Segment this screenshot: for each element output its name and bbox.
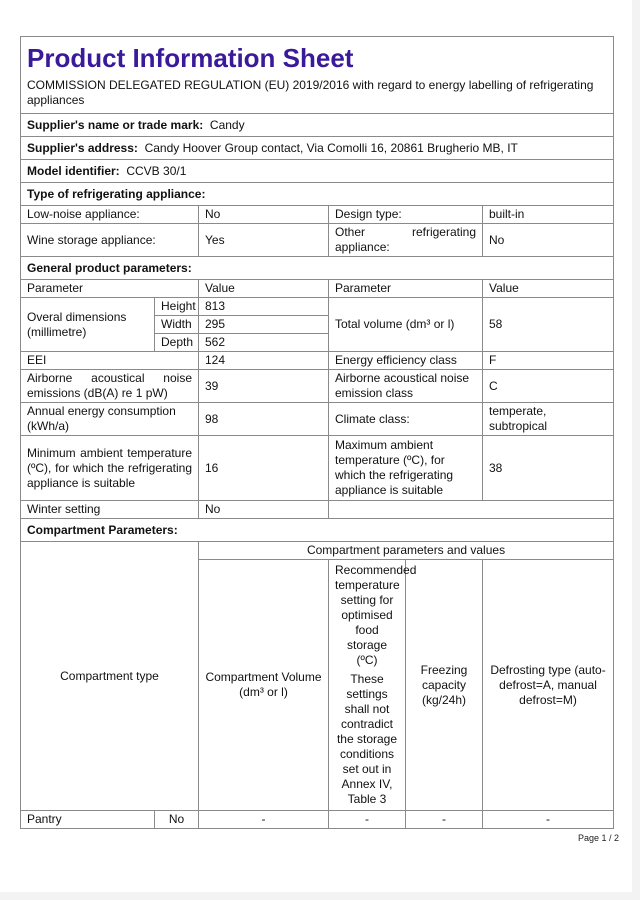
max-temperature-value: 38 — [483, 436, 614, 501]
noise-class-value: C — [483, 370, 614, 403]
winter-setting-label: Winter setting — [21, 501, 199, 519]
climate-class-label: Climate class: — [329, 403, 483, 436]
freezing-capacity-header: Freezing capacity (kg/24h) — [406, 560, 483, 811]
low-noise-label: Low-noise appliance: — [21, 206, 199, 224]
low-noise-value: No — [199, 206, 329, 224]
supplier-label: Supplier's name or trade mark: — [27, 117, 204, 132]
recommended-temperature-text: Recommended temperature setting for optimised food storage (ºC) — [335, 563, 417, 667]
general-header-parameter-2: Parameter — [329, 280, 483, 298]
general-header-parameter: Parameter — [21, 280, 199, 298]
compartment-defrost-value: - — [483, 811, 614, 829]
width-label: Width — [155, 316, 199, 334]
compartment-freezing-value: - — [406, 811, 483, 829]
eei-label: EEI — [21, 352, 199, 370]
compartment-heading: Compartment Parameters: — [21, 519, 614, 542]
total-volume-label: Total volume (dm³ or l) — [329, 298, 483, 352]
supplier-value: Candy — [209, 117, 245, 132]
product-information-table — [20, 36, 614, 829]
regulation-text: COMMISSION DELEGATED REGULATION (EU) 2019/2016 with regard to energy labelling of refrigerating appliances — [27, 78, 594, 107]
type-heading: Type of refrigerating appliance: — [21, 183, 614, 206]
min-temperature-value: 16 — [199, 436, 329, 501]
height-label: Height — [155, 298, 199, 316]
general-header-value: Value — [199, 280, 329, 298]
wine-storage-label: Wine storage appliance: — [21, 224, 199, 257]
eei-value: 124 — [199, 352, 329, 370]
page-number: Page 1 / 2 — [578, 833, 620, 843]
dimensions-label: Overal dimensions (millimetre) — [21, 298, 155, 352]
compartment-group-header: Compartment parameters and values — [199, 542, 614, 560]
energy-class-value: F — [483, 352, 614, 370]
noise-emissions-value: 39 — [199, 370, 329, 403]
defrosting-type-header: Defrosting type (auto-defrost=A, manual defrost=M) — [483, 560, 614, 811]
total-volume-value: 58 — [483, 298, 614, 352]
compartment-present-value: No — [155, 811, 199, 829]
climate-class-value: temperate, subtropical — [483, 403, 614, 436]
max-temperature-label: Maximum ambient temperature (ºC), for which the refrigerating appliance is suitable — [329, 436, 483, 501]
compartment-volume-value: - — [199, 811, 329, 829]
temperature-note-text: These settings shall not contradict the storage conditions set out in Annex IV, Table 3 — [336, 672, 398, 806]
winter-setting-value: No — [199, 501, 329, 519]
address-row — [21, 137, 614, 160]
address-value: Candy Hoover Group contact, Via Comolli 16, 20861 Brugherio MB, IT — [144, 140, 518, 155]
width-value: 295 — [199, 316, 329, 334]
model-row — [21, 160, 614, 183]
energy-class-label: Energy efficiency class — [329, 352, 483, 370]
height-value: 813 — [199, 298, 329, 316]
model-label: Model identifier: — [27, 163, 120, 178]
annual-energy-value: 98 — [199, 403, 329, 436]
compartment-type-value: Pantry — [21, 811, 155, 829]
compartment-type-header: Compartment type — [21, 542, 199, 811]
other-appliance-value: No — [483, 224, 614, 257]
wine-storage-value: Yes — [199, 224, 329, 257]
empty-cell — [329, 501, 614, 519]
compartment-temperature-value: - — [329, 811, 406, 829]
annual-energy-label: Annual energy consumption (kWh/a) — [21, 403, 199, 436]
address-label: Supplier's address: — [27, 140, 138, 155]
depth-value: 562 — [199, 334, 329, 352]
design-type-label: Design type: — [329, 206, 483, 224]
other-appliance-label: Other refrigerating appliance: — [329, 224, 483, 257]
table-row — [21, 811, 614, 829]
depth-label: Depth — [155, 334, 199, 352]
min-temperature-label: Minimum ambient temperature (ºC), for which the refrigerating appliance is suitable — [21, 436, 199, 501]
compartment-volume-header: Compartment Volume (dm³ or l) — [199, 560, 329, 811]
noise-emissions-label: Airborne acoustical noise emissions (dB(A) re 1 pW) — [21, 370, 199, 403]
supplier-row — [21, 114, 614, 137]
noise-class-label: Airborne acoustical noise emission class — [329, 370, 483, 403]
general-heading: General product parameters: — [21, 257, 614, 280]
title-cell — [21, 37, 614, 114]
page-title: Product Information Sheet — [27, 43, 354, 73]
model-value: CCVB 30/1 — [126, 163, 187, 178]
general-header-value-2: Value — [483, 280, 614, 298]
recommended-temperature-header — [329, 560, 417, 811]
design-type-value: built-in — [483, 206, 614, 224]
